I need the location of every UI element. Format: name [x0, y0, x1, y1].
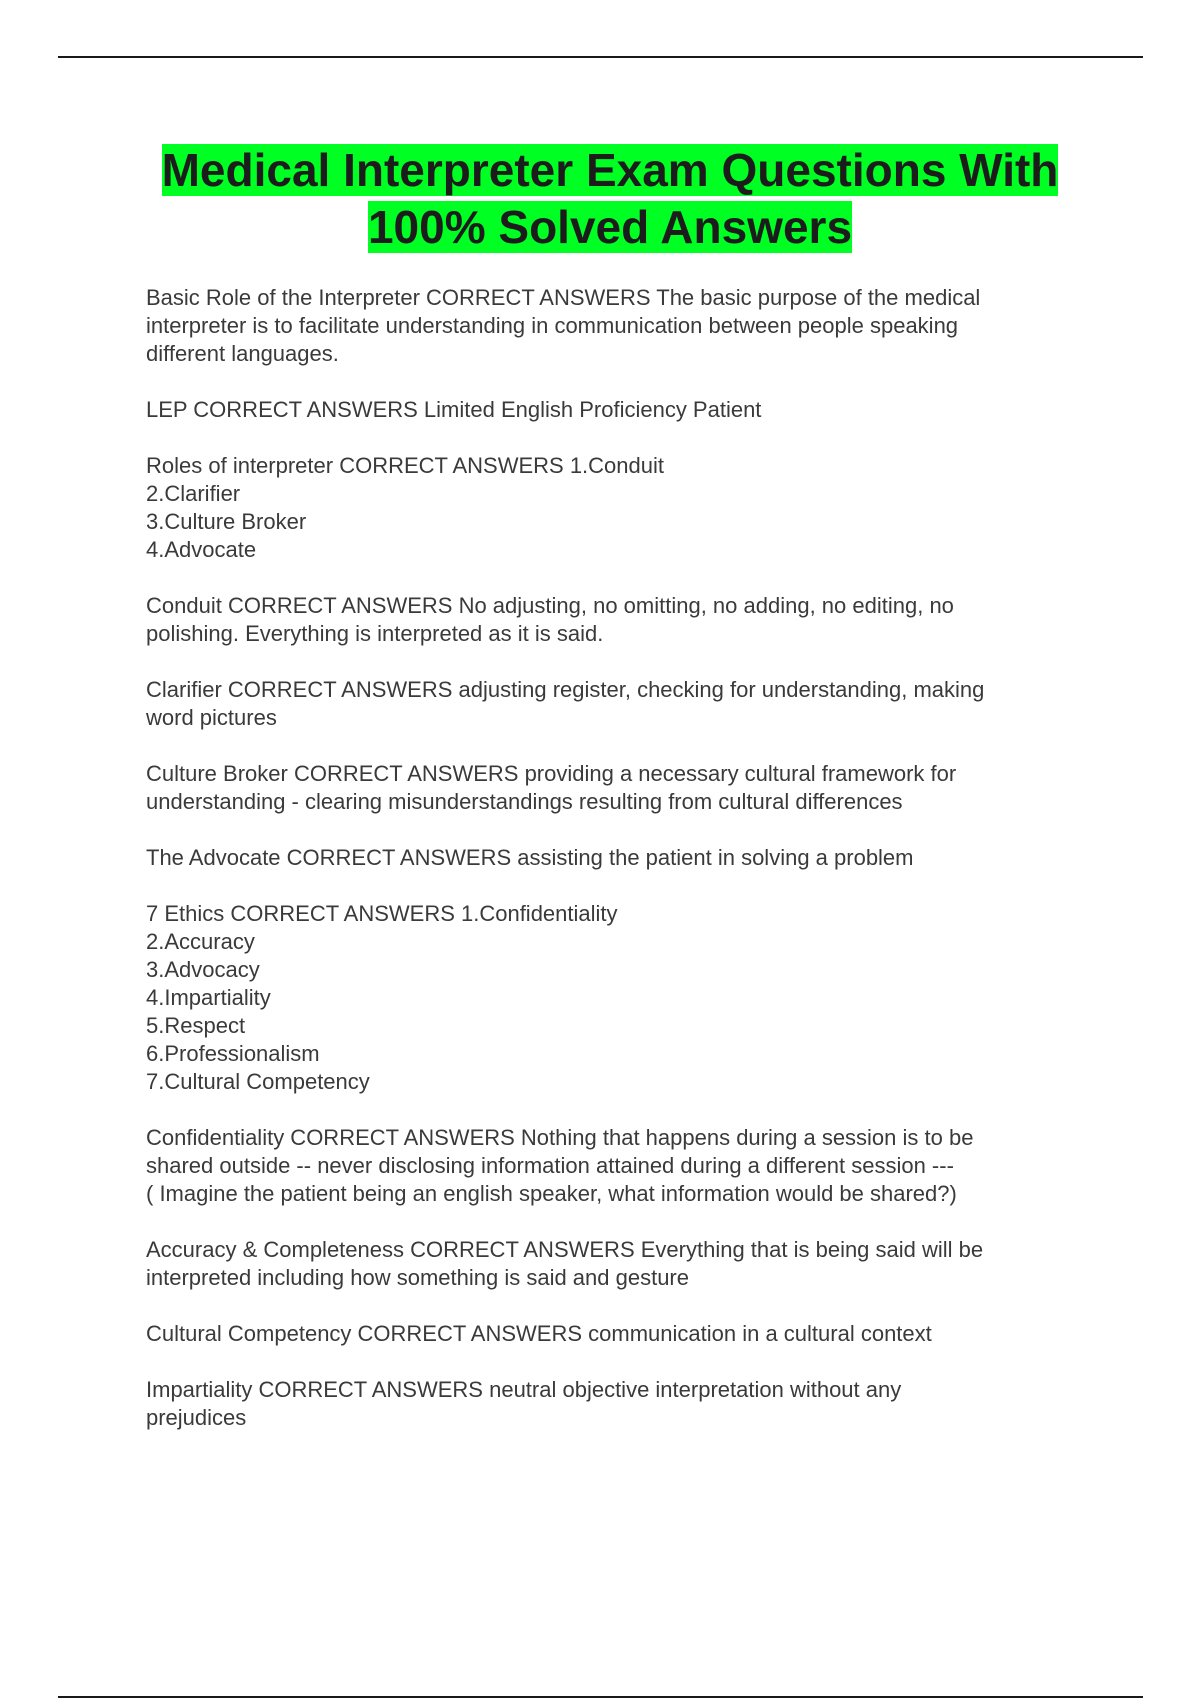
qa-line: 2.Accuracy [146, 929, 255, 954]
document-title [130, 142, 1090, 256]
qa-line: interpreted including how something is said and gesture [146, 1265, 689, 1290]
qa-line: 5.Respect [146, 1013, 246, 1038]
qa-line: 3.Advocacy [146, 957, 260, 982]
qa-line: 3.Culture Broker [146, 509, 307, 534]
qa-line: Clarifier CORRECT ANSWERS adjusting register, checking for understanding, making [146, 677, 985, 702]
qa-line: Confidentiality CORRECT ANSWERS Nothing that happens during a session is to be [146, 1125, 974, 1150]
qa-line: 4.Advocate [146, 537, 257, 562]
qa-line: 7.Cultural Competency [146, 1069, 370, 1094]
qa-line: word pictures [146, 705, 277, 730]
qa-line: polishing. Everything is interpreted as it is said. [146, 621, 604, 646]
qa-line: ( Imagine the patient being an english speaker, what information would be shared?) [146, 1181, 957, 1206]
qa-entry [146, 1236, 1091, 1292]
qa-line: different languages. [146, 341, 339, 366]
qa-entry [146, 1124, 1091, 1208]
qa-entry [146, 592, 1091, 648]
qa-line: 2.Clarifier [146, 481, 241, 506]
qa-entry [146, 760, 1091, 816]
qa-line: prejudices [146, 1405, 247, 1430]
qa-line: shared outside -- never disclosing information attained during a different session --- [146, 1153, 954, 1178]
qa-line: Cultural Competency CORRECT ANSWERS communication in a cultural context [146, 1321, 932, 1346]
qa-line: Roles of interpreter CORRECT ANSWERS 1.Conduit [146, 453, 664, 478]
qa-entry [146, 1376, 1091, 1432]
qa-entry [146, 1320, 1091, 1348]
qa-line: Basic Role of the Interpreter CORRECT ANSWERS The basic purpose of the medical [146, 285, 981, 310]
qa-line: Accuracy & Completeness CORRECT ANSWERS Everything that is being said will be [146, 1237, 984, 1262]
qa-line: Conduit CORRECT ANSWERS No adjusting, no omitting, no adding, no editing, no [146, 593, 954, 618]
qa-line: Culture Broker CORRECT ANSWERS providing a necessary cultural framework for [146, 761, 957, 786]
bottom-rule [58, 1696, 1143, 1698]
top-rule [58, 56, 1143, 58]
qa-entry [146, 676, 1091, 732]
document-body [146, 284, 1091, 1460]
qa-line: The Advocate CORRECT ANSWERS assisting the patient in solving a problem [146, 845, 914, 870]
qa-line: Impartiality CORRECT ANSWERS neutral objective interpretation without any [146, 1377, 902, 1402]
qa-line: understanding - clearing misunderstandings resulting from cultural differences [146, 789, 903, 814]
qa-line: 7 Ethics CORRECT ANSWERS 1.Confidentiality [146, 901, 618, 926]
qa-line: 6.Professionalism [146, 1041, 320, 1066]
qa-line: interpreter is to facilitate understanding in communication between people speaking [146, 313, 959, 338]
qa-entry [146, 284, 1091, 368]
title-highlight: Medical Interpreter Exam Questions With 100% Solved Answers [161, 144, 1059, 253]
qa-line: LEP CORRECT ANSWERS Limited English Proficiency Patient [146, 397, 762, 422]
qa-entry [146, 900, 1091, 1096]
qa-entry [146, 452, 1091, 564]
qa-entry [146, 396, 1091, 424]
qa-entry [146, 844, 1091, 872]
qa-line: 4.Impartiality [146, 985, 271, 1010]
